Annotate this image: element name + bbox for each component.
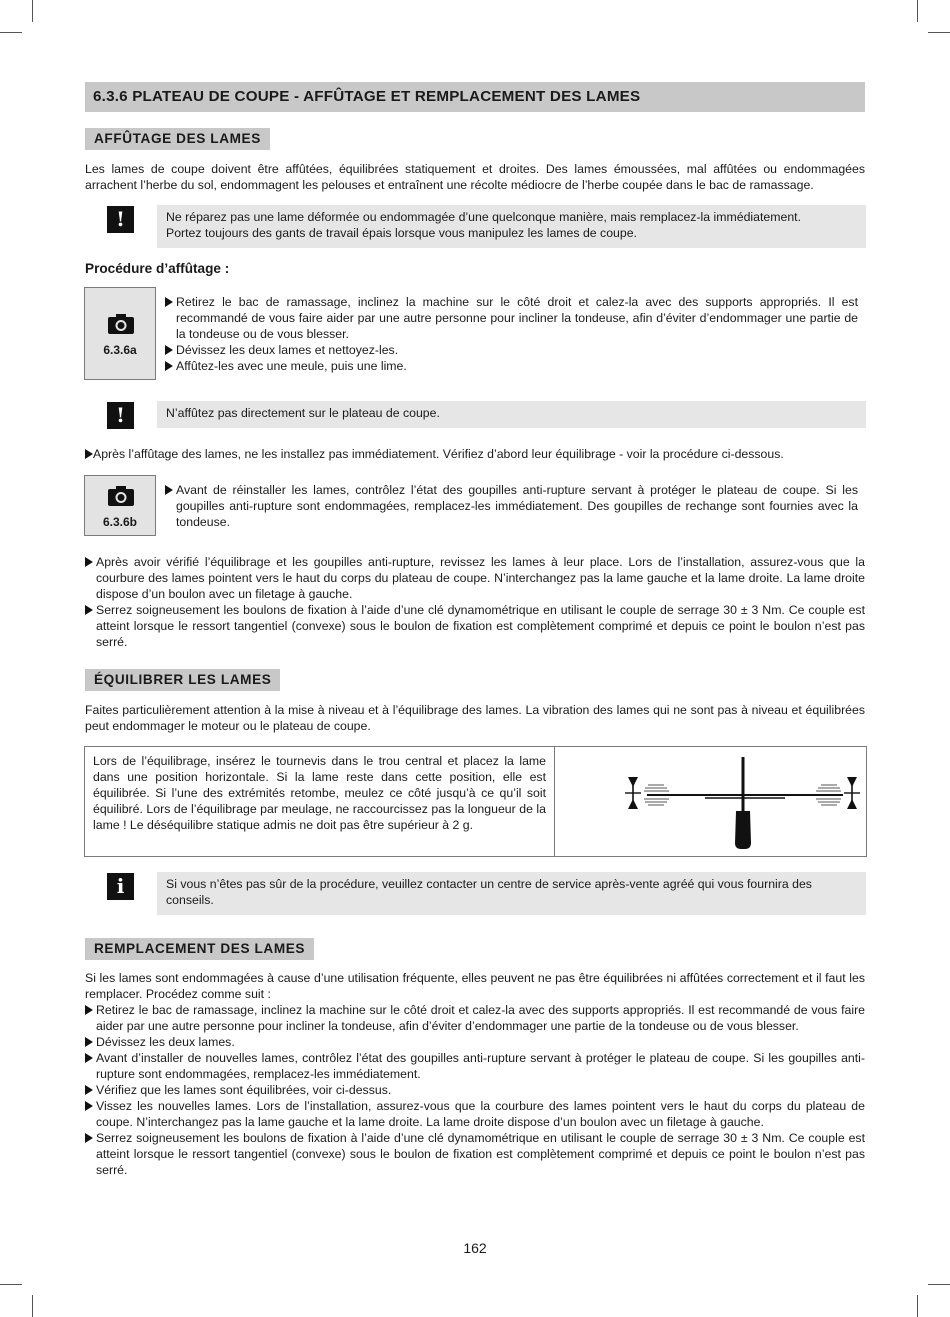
figure-reference: [84, 475, 156, 536]
list-item: Serrez soigneusement les boulons de fixation à l’aide d’une clé dynamométrique en utilisant le couple de serrage 30 ± 3 Nm. Ce couple est atteint lorsque le ressort tangentiel (convexe) sous le boulon de fixation est complètement comprimé et depuis ce point le boulon n’est pas serré.: [85, 1130, 865, 1178]
sharpening-steps: [165, 294, 858, 374]
crop-mark: [917, 1295, 918, 1317]
bullet-arrow-icon: [165, 345, 173, 355]
warning-line: Portez toujours des gants de travail épais lorsque vous manipulez les lames de coupe.: [166, 226, 637, 240]
bullet-arrow-icon: [85, 1133, 93, 1143]
list-item: Après avoir vérifié l’équilibrage et les goupilles anti-rupture, revissez les lames à leur place. Lors de l’installation, assurez-vous que la courbure des lames pointent vers le haut du corps du plateau de coupe. N’interchangez pas la lame gauche et la lame droite. La lame droite dispose d’un boulon avec un filetage à gauche.: [85, 554, 865, 602]
crop-mark: [917, 0, 918, 22]
list-item: Affûtez-les avec une meule, puis une lime.: [165, 358, 858, 374]
bullet-arrow-icon: [85, 1101, 93, 1111]
sharpening-intro: Les lames de coupe doivent être affûtées, équilibrées statiquement et droites. Des lames émoussées, mal affûtées ou endommagées arrachent l’herbe du sol, endommagent les pelouses et entraînent une récolte médiocre de l’herbe coupée dans le bac de ramassage.: [85, 162, 865, 192]
warning-note: [157, 205, 866, 248]
list-item: Dévissez les deux lames.: [85, 1034, 865, 1050]
camera-icon: [108, 314, 134, 334]
crop-mark: [928, 1284, 950, 1285]
info-text: Si vous n’êtes pas sûr de la procédure, veuillez contacter un centre de service après-vente agréé qui vous fournira des conseils.: [166, 877, 812, 907]
warning-icon: !: [107, 402, 134, 429]
crop-mark: [928, 32, 950, 33]
section-heading-balancing: ÉQUILIBRER LES LAMES: [85, 669, 280, 691]
section-heading-sharpening: AFFÛTAGE DES LAMES: [85, 128, 270, 150]
crop-mark: [32, 1295, 33, 1317]
figure-label: 6.3.6a: [103, 343, 137, 357]
figure-reference: [84, 287, 156, 380]
list-item: Dévissez les deux lames et nettoyez-les.: [165, 342, 858, 358]
section-heading-replacement: REMPLACEMENT DES LAMES: [85, 938, 314, 960]
list-item: Avant de réinstaller les lames, contrôlez l’état des goupilles anti-rupture servant à protéger le plateau de coupe. Si les goupilles anti-rupture sont endommagées, remplacez-les immédiatement. Des goupilles de rechange sont fournies avec la tondeuse.: [165, 482, 858, 530]
warning-line: Ne réparez pas une lame déformée ou endommagée d’une quelconque manière, mais remplacez-la immédiatement.: [166, 210, 802, 224]
blade-balancing-illustration: [555, 747, 866, 856]
shear-pin-steps: [165, 482, 858, 530]
warning-note: [157, 401, 866, 428]
info-note: [157, 872, 866, 915]
list-item: Vissez les nouvelles lames. Lors de l’installation, assurez-vous que la courbure des lames pointent vers le haut du corps du plateau de coupe. N’interchangez pas la lame gauche et la lame droite. La lame droite dispose d’un boulon avec un filetage à gauche.: [85, 1098, 865, 1130]
list-item: Avant d’installer de nouvelles lames, contrôlez l’état des goupilles anti-rupture servant à protéger le plateau de coupe. Si les goupilles anti-rupture sont endommagées, remplacez-les immédiatement.: [85, 1050, 865, 1082]
bullet-arrow-icon: [165, 297, 173, 307]
reinstall-steps: [85, 554, 865, 650]
list-item: Vérifiez que les lames sont équilibrées, voir ci-dessus.: [85, 1082, 865, 1098]
balancing-table: [84, 746, 867, 857]
list-item: Après l’affûtage des lames, ne les installez pas immédiatement. Vérifiez d’abord leur équilibrage - voir la procédure ci-dessous.: [85, 446, 865, 462]
bullet-arrow-icon: [85, 1005, 93, 1015]
bullet-arrow-icon: [85, 1085, 93, 1095]
balancing-intro: Faites particulièrement attention à la mise à niveau et à l’équilibrage des lames. La vibration des lames qui ne sont pas à niveau et équilibrées peut endommager le moteur ou le plateau de coupe.: [85, 703, 865, 733]
bullet-arrow-icon: [85, 1037, 93, 1047]
page-number: 162: [463, 1240, 487, 1256]
replacement-intro: Si les lames sont endommagées à cause d’une utilisation fréquente, elles peuvent ne pas être équilibrées ni affûtées correctement et il faut les remplacer. Procédez comme suit :: [85, 971, 865, 1001]
bullet-arrow-icon: [85, 557, 93, 567]
bullet-arrow-icon: [85, 449, 93, 459]
replacement-steps: [85, 1002, 865, 1178]
procedure-title: Procédure d’affûtage :: [85, 261, 230, 276]
list-item: Retirez le bac de ramassage, inclinez la machine sur le côté droit et calez-la avec des supports appropriés. Il est recommandé de vous faire aider par une autre personne pour incliner la tondeuse, afin d’éviter d’endommager une partie de la tondeuse ou de vous blesser.: [165, 294, 858, 342]
list-item: Retirez le bac de ramassage, inclinez la machine sur le côté droit et calez-la avec des supports appropriés. Il est recommandé de vous faire aider par une autre personne pour incliner la tondeuse, afin d’éviter d’endommager une partie de la tondeuse ou de vous blesser.: [85, 1002, 865, 1034]
crop-mark: [0, 1284, 22, 1285]
after-sharpening-note: [85, 446, 865, 462]
bullet-arrow-icon: [85, 1053, 93, 1063]
camera-icon: [108, 486, 134, 506]
info-icon: i: [107, 873, 134, 900]
bullet-arrow-icon: [165, 485, 173, 495]
crop-mark: [0, 32, 22, 33]
bullet-arrow-icon: [85, 605, 93, 615]
page-title: 6.3.6 PLATEAU DE COUPE - AFFÛTAGE ET REMPLACEMENT DES LAMES: [85, 82, 865, 112]
balancing-instructions: Lors de l’équilibrage, insérez le tournevis dans le trou central et placez la lame dans une position horizontale. Si la lame reste dans cette position, elle est équilibrée. Si l’une des extrémités retombe, meulez ce côté jusqu’à ce qu’il soit équilibré. Lors de l’équilibrage par meulage, ne raccourcissez pas la longueur de la lame ! Le déséquilibre statique admis ne doit pas être supérieur à 2 g.: [85, 747, 555, 856]
crop-mark: [32, 0, 33, 22]
bullet-arrow-icon: [165, 361, 173, 371]
warning-icon: !: [107, 206, 134, 233]
list-item: Serrez soigneusement les boulons de fixation à l’aide d’une clé dynamométrique en utilisant le couple de serrage 30 ± 3 Nm. Ce couple est atteint lorsque le ressort tangentiel (convexe) sous le boulon de fixation est complètement comprimé et depuis ce point le boulon n’est pas serré.: [85, 602, 865, 650]
warning-line: N’affûtez pas directement sur le plateau de coupe.: [166, 406, 440, 420]
figure-label: 6.3.6b: [102, 515, 138, 529]
blade-balancing-diagram: [555, 747, 866, 856]
